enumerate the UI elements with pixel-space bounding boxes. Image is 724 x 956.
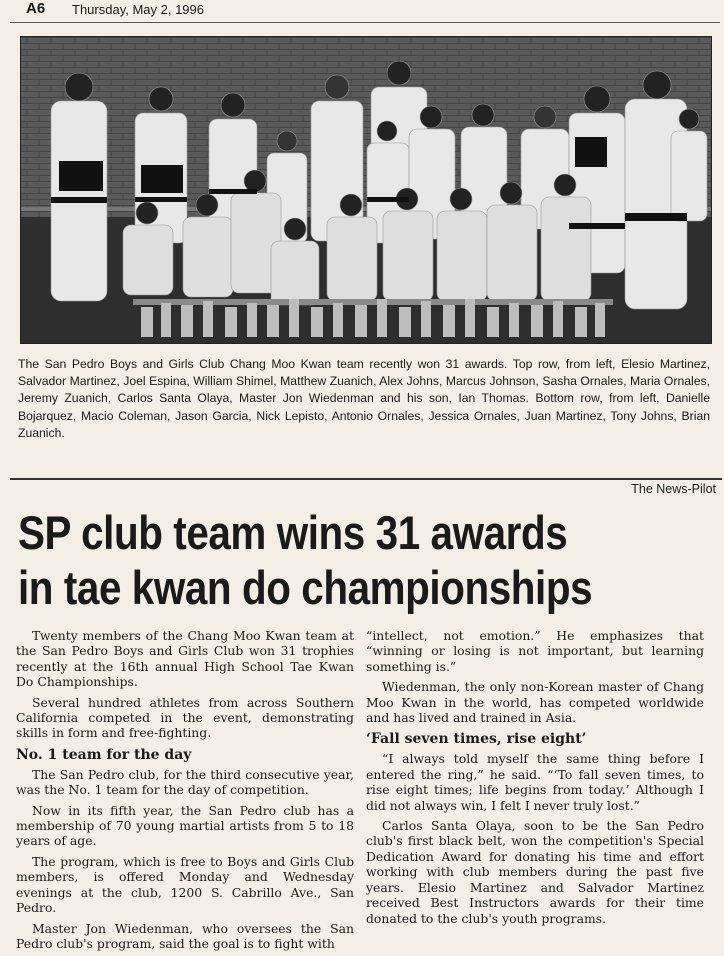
page-number: A6 (26, 0, 46, 17)
paragraph: The program, which is free to Boys and Girls Club members, is offered Monday and Wednesday evenings at the club, 1200 S. Cabrillo Ave., San Pedro. (16, 853, 354, 916)
headline-line-2: in tae kwan do championships (18, 561, 593, 614)
team-photo (20, 36, 712, 344)
paragraph: Carlos Santa Olaya, soon to be the San Pedro club's first black belt, won the competition's Special Dedication Award for donating his time and effort working with club members during the past five years. Elesio Martinez and Salvador Martinez received Best Instructors awards for their time donated to the club's youth programs. (366, 818, 704, 926)
article-column-left (16, 628, 354, 956)
paragraph: “I always told myself the same thing before I entered the ring,” he said. “‘To fall seven times, to rise eight times; life begins from today.’ Although I did not always win, I felt I never truly lost.” (366, 751, 704, 813)
paragraph: “intellect, not emotion.” He emphasizes that “winning or losing is not important, but learning something is.” (366, 628, 704, 674)
paragraph: The San Pedro club, for the third consecutive year, was the No. 1 team for the day of competition. (16, 766, 354, 798)
paragraph: Now in its fifth year, the San Pedro club has a membership of 70 young martial artists from 5 to 18 years of age. (16, 802, 354, 849)
paragraph: Wiedenman, the only non-Korean master of Chang Moo Kwan in the world, has competed worldwide and has lived and trained in Asia. (366, 679, 704, 726)
article-column-right (366, 628, 704, 931)
team-photo-drawing (21, 37, 711, 343)
source-credit: The News-Pilot (631, 482, 716, 496)
headline-line-1: SP club team wins 31 awards (18, 506, 568, 559)
page-date: Thursday, May 2, 1996 (72, 2, 204, 17)
subheading: No. 1 team for the day (16, 746, 192, 763)
headline (18, 505, 620, 615)
section-divider (10, 478, 722, 480)
subheading: ‘Fall seven times, rise eight’ (366, 731, 587, 748)
photo-caption: The San Pedro Boys and Girls Club Chang Moo Kwan team recently won 31 awards. Top row, from left, Elesio Martinez, Salvador Martinez, Joel Espina, William Shimel, Matthew Zuanich, Alex Johns, Marcus Johnson, Sasha Ornales, Maria Ornales, Jeremy Zuanich, Carlos Santa Olaya, Master Jon Wiedenman and his son, Ian Thomas. Bottom row, from left, Danielle Bojarquez, Macio Coleman, Jason Garcia, Nick Lepisto, Antonio Ornales, Jessica Ornales, Juan Martinez, Tony Johns, Brian Zuanich. (18, 357, 710, 440)
paragraph: Twenty members of the Chang Moo Kwan team at the San Pedro Boys and Girls Club won 31 trophies recently at the 16th annual High School Tae Kwan Do Championships. (16, 628, 354, 690)
page-header (10, 0, 720, 23)
paragraph: Master Jon Wiedenman, who oversees the San Pedro club's program, said the goal is to fight with (16, 920, 354, 951)
paragraph: Several hundred athletes from across Southern California competed in the event, demonstrating skills in form and free-fighting. (16, 694, 354, 741)
